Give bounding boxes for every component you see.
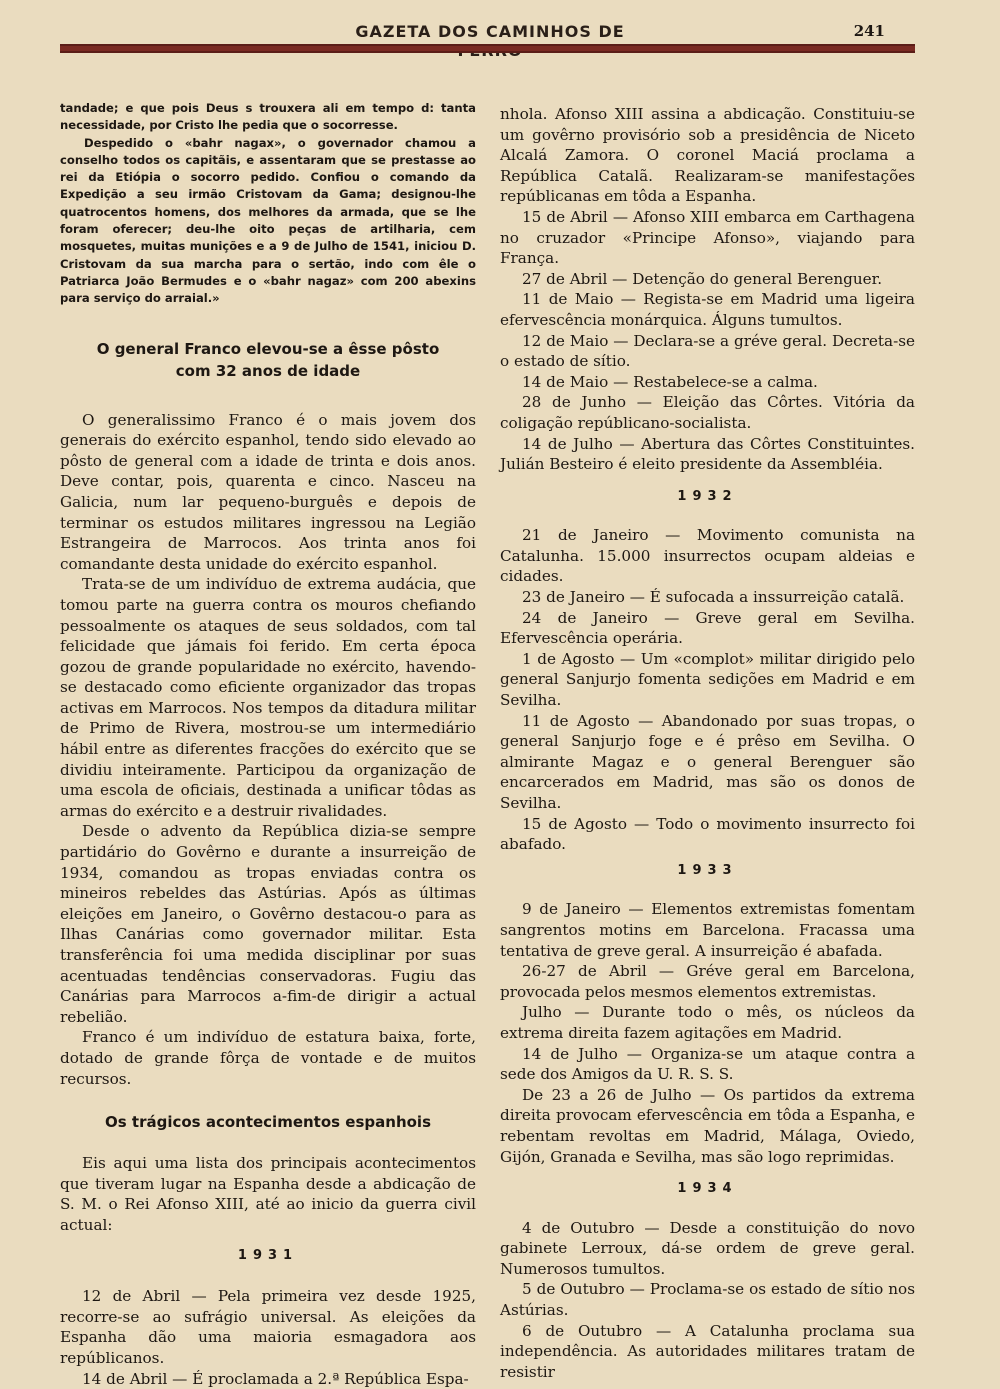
event-entry: 24 de Janeiro — Greve geral em Sevilha. Efervescência operária. <box>500 608 915 649</box>
page-header <box>60 22 915 58</box>
event-entry: 23 de Janeiro — É sufocada a inssurreição catalã. <box>500 587 915 608</box>
section-heading: Os trágicos acontecimentos espanhois <box>60 1111 476 1133</box>
year-heading: 1934 <box>500 1179 915 1200</box>
section-heading: O general Franco elevou-se a êsse pôsto <box>60 338 476 360</box>
event-entry: 6 de Outubro — A Catalunha proclama sua independência. As autoridades militares tratam de resistir <box>500 1321 915 1383</box>
event-entry: 11 de Agosto — Abandonado por suas tropas, o general Sanjurjo foge e é prêso em Sevilha. O almirante Magaz e o general Berenguer são encarcerados em Madrid, mas são os donos de Sevilha. <box>500 711 915 814</box>
event-entry: 9 de Janeiro — Elementos extremistas fomentam sangrentos motins em Barcelona. Fracassa uma tentativa de greve geral. A insurreição é abafada. <box>500 899 915 961</box>
event-entry: 1 de Agosto — Um «complot» militar dirigido pelo general Sanjurjo fomenta sedições em Madrid e em Sevilha. <box>500 649 915 711</box>
event-entry: 11 de Maio — Regista-se em Madrid uma ligeira efervescência monárquica. Álguns tumultos. <box>500 289 915 330</box>
event-entry: 14 de Abril — É proclamada a 2.ª República Espa- <box>60 1369 476 1389</box>
year-heading: 1933 <box>500 861 915 882</box>
event-entry: 5 de Outubro — Proclama-se os estado de sítio nos Astúrias. <box>500 1279 915 1320</box>
event-entry: 15 de Agosto — Todo o movimento insurrecto foi abafado. <box>500 814 915 855</box>
body-paragraph: Desde o advento da República dizia-se sempre partidário do Govêrno e durante a insurreição de 1934, comandou as tropas enviadas contra os mineiros rebeldes das Astúrias. Após as últimas eleições em Janeiro, o Govêrno destacou-o para as Ilhas Canárias como governador militar. Esta transferência foi uma medida disciplinar por suas acentuadas tendências conservadoras. Fugiu das Canárias para Marrocos a-fim-de dirigir a actual rebelião. <box>60 821 476 1027</box>
event-entry: 21 de Janeiro — Movimento comunista na Catalunha. 15.000 insurrectos ocupam aldeias e cidades. <box>500 525 915 587</box>
event-entry: 28 de Junho — Eleição das Côrtes. Vitória da coligação repúblicano-socialista. <box>500 392 915 433</box>
event-entry: Julho — Durante todo o mês, os núcleos da extrema direita fazem agitações em Madrid. <box>500 1002 915 1043</box>
event-entry: 26-27 de Abril — Gréve geral em Barcelona, provocada pelos mesmos elementos extremistas. <box>500 961 915 1002</box>
right-column <box>500 104 915 1382</box>
event-entry: 4 de Outubro — Desde a constituição do novo gabinete Lerroux, dá-se ordem de greve geral. Numerosos tumultos. <box>500 1218 915 1280</box>
body-paragraph: O generalissimo Franco é o mais jovem dos generais do exército espanhol, tendo sido elevado ao pôsto de general com a idade de trinta e dois anos. Deve contar, pois, quarenta e cinco. Nasceu na Galicia, num lar pequeno-burguês e depois de terminar os estudos militares ingressou na Legião Estrangeira de Marrocos. Aos trinta anos foi comandante desta unidade do exército espanhol. <box>60 410 476 575</box>
event-entry: 15 de Abril — Afonso XIII embarca em Carthagena no cruzador «Principe Afonso», viajando para França. <box>500 207 915 269</box>
event-entry: 14 de Maio — Restabelece-se a calma. <box>500 372 915 393</box>
section-heading: com 32 anos de idade <box>60 360 476 382</box>
event-entry: 14 de Julho — Organiza-se um ataque contra a sede dos Amigos da U. R. S. S. <box>500 1044 915 1085</box>
event-entry: De 23 a 26 de Julho — Os partidos da extrema direita provocam efervescência em tôda a Espanha, e rebentam revoltas em Madrid, Málaga, Oviedo, Gijón, Granada e Sevilha, mas são logo reprimidas. <box>500 1085 915 1167</box>
publication-title: GAZETA DOS CAMINHOS DE <box>330 22 650 60</box>
intro-paragraph: tandade; e que pois Deus s trouxera ali em tempo d: tanta necessidade, por Cristo lhe pedia que o socorresse. <box>60 100 476 135</box>
page-number: 241 <box>854 22 885 40</box>
body-paragraph: Eis aqui uma lista dos principais acontecimentos que tiveram lugar na Espanha desde a abdicação de S. M. o Rei Afonso XIII, até ao inicio da guerra civil actual: <box>60 1153 476 1235</box>
event-entry: nhola. Afonso XIII assina a abdicação. Constituiu-se um govêrno provisório sob a presidência de Niceto Alcalá Zamora. O coronel Maciá proclama a República Catalã. Realizaram-se manifestações repúblicanas em tôda a Espanha. <box>500 104 915 207</box>
event-entry: 12 de Maio — Declara-se a gréve geral. Decreta-se o estado de sítio. <box>500 331 915 372</box>
intro-paragraph: Despedido o «bahr nagax», o governador chamou a conselho todos os capitãis, e assentaram que se prestasse ao rei da Etiópia o socorro pedido. Confiou o comando da Expedição a seu irmão Cristovam da Gama; designou-lhe quatrocentos homens, dos melhores da armada, que se lhe foram oferecer; deu-lhe oito peças de artilharia, cem mosquetes, muitas munições e a 9 de Julho de 1541, iniciou D. Cristovam da sua marcha para o sertão, indo com êle o Patriarca João Bermudes e o «bahr nagaz» com 200 abexins para serviço do arraial.» <box>60 135 476 308</box>
body-paragraph: Trata-se de um indivíduo de extrema audácia, que tomou parte na guerra contra os mouros chefiando pessoalmente os ataques de seus soldados, com tal felicidade que jámais foi ferido. Em certa época gozou de grande popularidade no exército, havendo-se destacado como eficiente organizador das tropas activas em Marrocos. Nos tempos da ditadura militar de Primo de Rivera, mostrou-se um intermediário hábil entre as diferentes fracções do exército que se dividiu inteiramente. Participou da organização de uma escola de oficiais, destinada a unificar tôdas as armas do exército e a destruir rivalidades. <box>60 574 476 821</box>
left-column <box>60 100 476 1389</box>
header-rule <box>60 44 915 53</box>
event-entry: 27 de Abril — Detenção do general Berenguer. <box>500 269 915 290</box>
year-heading: 1932 <box>500 487 915 508</box>
event-entry: 12 de Abril — Pela primeira vez desde 1925, recorre-se ao sufrágio universal. As eleições da Espanha dão uma maioria esmagadora aos repúblicanos. <box>60 1286 476 1368</box>
event-entry: 14 de Julho — Abertura das Côrtes Constituintes. Julián Besteiro é eleito presidente da Assembléia. <box>500 434 915 475</box>
body-paragraph: Franco é um indivíduo de estatura baixa, forte, dotado de grande fôrça de vontade e de muitos recursos. <box>60 1027 476 1089</box>
year-heading: 1931 <box>60 1246 476 1267</box>
